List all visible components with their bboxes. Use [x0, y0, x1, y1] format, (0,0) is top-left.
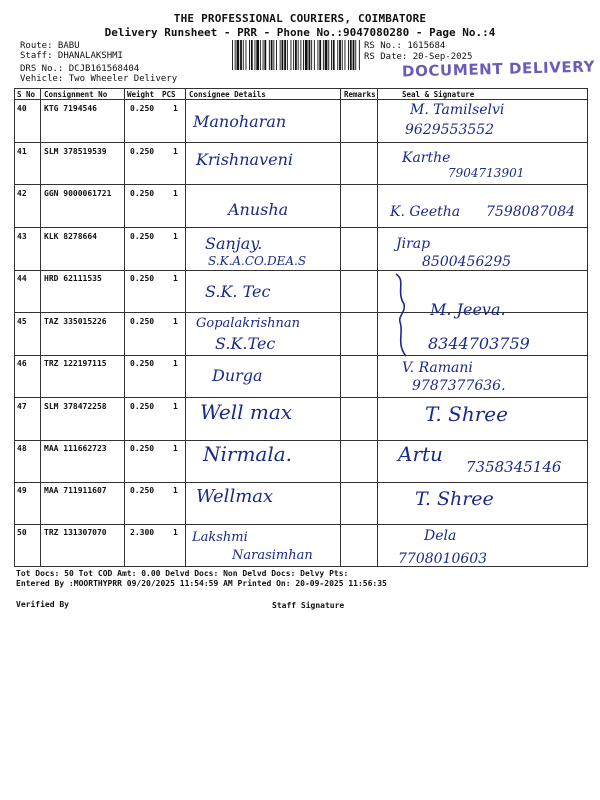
- totals-line: Tot Docs: 50 Tot COD Amt: 0.00 Delvd Docs: Non Delvd Docs: Delvy Pts:: [16, 569, 349, 578]
- col-divider: [14, 88, 15, 566]
- staff-signature-label: Staff Signature: [272, 601, 345, 610]
- verified-by-label: Verified By: [16, 600, 69, 609]
- col-divider: [377, 88, 378, 566]
- col-header-sno: S No: [17, 90, 36, 99]
- cell-consignee: Lakshmi: [192, 530, 248, 545]
- drs-number: DRS No.: DCJB161568404: [20, 64, 140, 74]
- runsheet-title: Delivery Runsheet - PRR - Phone No.:9047080280 - Page No.:4: [104, 26, 496, 39]
- row-divider: [14, 184, 588, 185]
- cell-weight: 0.250: [130, 147, 155, 156]
- vehicle-label: Vehicle: Two Wheeler Delivery: [20, 74, 178, 84]
- cell-consignee-line2: S.K.Tec: [215, 334, 276, 353]
- table-border-bottom: [14, 566, 588, 567]
- row-divider: [14, 270, 588, 271]
- cell-signature-phone: 7904713901: [448, 166, 525, 180]
- col-header-consignee: Consignee Details: [189, 90, 266, 99]
- cell-signature: V. Ramani: [402, 360, 473, 376]
- cell-weight: 0.250: [130, 444, 155, 453]
- col-header-pcs: PCS: [162, 90, 176, 99]
- row-divider: [14, 142, 588, 143]
- col-divider: [587, 88, 588, 566]
- company-title: THE PROFESSIONAL COURIERS, COIMBATORE: [173, 12, 427, 25]
- cell-weight: 0.250: [130, 402, 155, 411]
- route-label: Route: BABU: [20, 41, 80, 51]
- cell-sno: 49: [17, 486, 27, 495]
- cell-consignee: Gopalakrishnan: [196, 316, 300, 331]
- cell-signature-phone: 7708010603: [398, 551, 488, 567]
- cell-sno: 46: [17, 359, 27, 368]
- cell-pcs: 1: [173, 359, 178, 368]
- row-divider: [14, 440, 588, 441]
- col-divider: [185, 88, 186, 566]
- cell-pcs: 1: [173, 147, 178, 156]
- cell-pcs: 1: [173, 274, 178, 283]
- cell-signature: M. Jeeva.: [430, 300, 506, 319]
- cell-consignment: HRD 62111535: [44, 274, 102, 283]
- col-divider: [340, 88, 341, 566]
- row-divider: [14, 355, 588, 356]
- rs-date: RS Date: 20-Sep-2025: [364, 52, 473, 62]
- row-divider: [14, 397, 588, 398]
- document-delivery-stamp: DOCUMENT DELIVERY: [401, 57, 596, 81]
- cell-consignee: Krishnaveni: [196, 150, 294, 169]
- cell-sno: 43: [17, 232, 27, 241]
- cell-weight: 0.250: [130, 317, 155, 326]
- cell-sno: 42: [17, 189, 27, 198]
- cell-sno: 47: [17, 402, 27, 411]
- cell-pcs: 1: [173, 528, 178, 537]
- cell-weight: 0.250: [130, 104, 155, 113]
- cell-sno: 41: [17, 147, 27, 156]
- cell-weight: 0.250: [130, 189, 155, 198]
- cell-sno: 44: [17, 274, 27, 283]
- cell-pcs: 1: [173, 444, 178, 453]
- cell-pcs: 1: [173, 232, 178, 241]
- table-header-divider: [14, 99, 588, 100]
- cell-consignee: Wellmax: [196, 486, 274, 507]
- entered-printed-line: Entered By :MOORTHYPRR 09/20/2025 11:54:59 AM Printed On: 20-09-2025 11:56:35: [16, 579, 387, 588]
- cell-consignee: Nirmala.: [203, 442, 293, 466]
- cell-weight: 0.250: [130, 486, 155, 495]
- row-divider: [14, 524, 588, 525]
- cell-consignee-line2: S.K.A.CO.DEA.S: [208, 254, 307, 268]
- cell-signature: Jirap: [396, 236, 431, 252]
- cell-pcs: 1: [173, 104, 178, 113]
- cell-consignment: KLK 8278664: [44, 232, 97, 241]
- cell-signature: Dela: [424, 528, 457, 544]
- cell-consignment: KTG 7194546: [44, 104, 97, 113]
- cell-consignment: MAA 111662723: [44, 444, 107, 453]
- cell-consignee: Well max: [200, 400, 293, 424]
- cell-consignment: GGN 9000061721: [44, 189, 112, 198]
- cell-signature-phone: 9787377636.: [412, 378, 506, 394]
- cell-consignee: Anusha: [228, 200, 289, 219]
- row-divider: [14, 482, 588, 483]
- col-header-consignment: Consignment No: [44, 90, 108, 99]
- cell-consignee-line2: Narasimhan: [232, 548, 313, 563]
- cell-weight: 0.250: [130, 359, 155, 368]
- cell-consignment: TAZ 335015226: [44, 317, 107, 326]
- cell-weight: 0.250: [130, 274, 155, 283]
- cell-pcs: 1: [173, 402, 178, 411]
- cell-pcs: 1: [173, 189, 178, 198]
- cell-sno: 40: [17, 104, 27, 113]
- col-divider: [124, 88, 125, 566]
- cell-signature-phone: 7598087084: [486, 204, 576, 220]
- rs-number: RS No.: 1615684: [364, 41, 446, 51]
- cell-consignment: TRZ 131307070: [44, 528, 107, 537]
- col-header-remarks: Remarks: [344, 90, 376, 99]
- cell-signature: Karthe: [402, 150, 451, 166]
- cell-consignment: TRZ 122197115: [44, 359, 107, 368]
- cell-weight: 2.300: [130, 528, 155, 537]
- cell-consignment: SLM 378519539: [44, 147, 107, 156]
- col-divider: [40, 88, 41, 566]
- cell-signature-phone: 7358345146: [466, 458, 562, 476]
- row-divider: [14, 227, 588, 228]
- cell-signature: T. Shree: [425, 402, 508, 426]
- cell-signature-phone: 8500456295: [422, 254, 512, 270]
- cell-consignee: Manoharan: [193, 112, 287, 131]
- cell-consignee: S.K. Tec: [205, 282, 271, 301]
- cell-consignee: Durga: [212, 366, 263, 385]
- cell-consignee: Sanjay.: [205, 234, 263, 253]
- cell-sno: 50: [17, 528, 27, 537]
- col-header-signature: Seal & Signature: [402, 90, 475, 99]
- cell-pcs: 1: [173, 486, 178, 495]
- brace-mark: [392, 272, 412, 358]
- table-border-top: [14, 88, 588, 89]
- cell-consignment: SLM 378472258: [44, 402, 107, 411]
- barcode-image: [232, 40, 360, 70]
- cell-sno: 48: [17, 444, 27, 453]
- cell-signature: Artu: [398, 442, 443, 466]
- cell-pcs: 1: [173, 317, 178, 326]
- cell-signature-phone: 9629553552: [405, 122, 495, 138]
- staff-label: Staff: DHANALAKSHMI: [20, 51, 123, 61]
- cell-sno: 45: [17, 317, 27, 326]
- col-header-weight: Weight: [127, 90, 155, 99]
- cell-weight: 0.250: [130, 232, 155, 241]
- cell-signature: K. Geetha: [390, 204, 461, 220]
- cell-signature: M. Tamilselvi: [410, 102, 505, 118]
- cell-signature-phone: 8344703759: [428, 334, 530, 353]
- cell-consignment: MAA 711911607: [44, 486, 107, 495]
- cell-signature: T. Shree: [415, 488, 494, 510]
